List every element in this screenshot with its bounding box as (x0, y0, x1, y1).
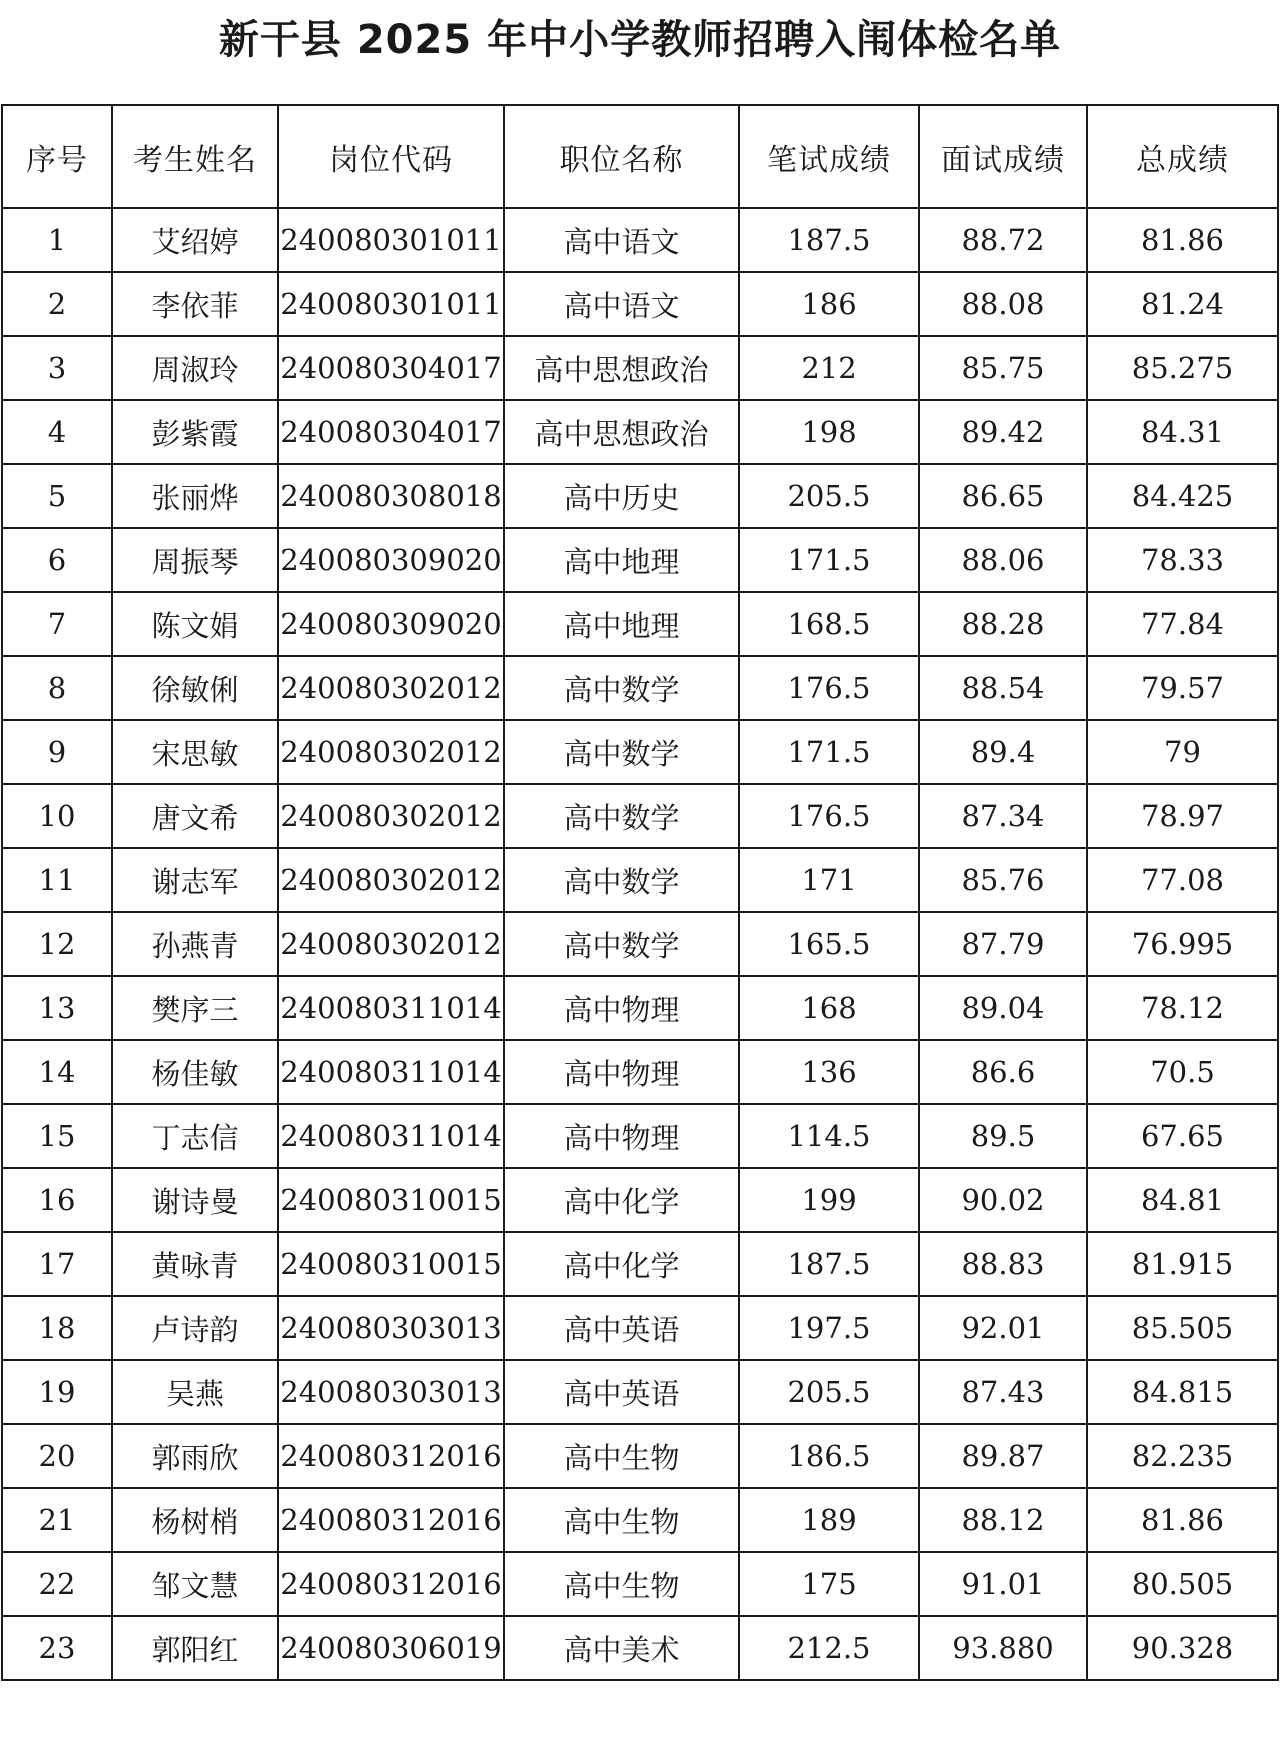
cell-post-code: 240080312016 (278, 1488, 504, 1552)
cell-total-score: 79 (1087, 720, 1278, 784)
cell-interview-score: 89.87 (919, 1424, 1087, 1488)
cell-position: 高中物理 (504, 1040, 739, 1104)
cell-written-score: 212 (739, 336, 919, 400)
table-row (2, 336, 1278, 400)
cell-position: 高中语文 (504, 208, 739, 272)
cell-interview-score: 85.75 (919, 336, 1087, 400)
cell-name: 谢志军 (112, 848, 278, 912)
header-interview-score: 面试成绩 (919, 105, 1087, 208)
cell-post-code: 240080302012 (278, 784, 504, 848)
cell-total-score: 84.81 (1087, 1168, 1278, 1232)
cell-position: 高中数学 (504, 912, 739, 976)
cell-total-score: 85.505 (1087, 1296, 1278, 1360)
cell-written-score: 114.5 (739, 1104, 919, 1168)
cell-written-score: 171.5 (739, 528, 919, 592)
cell-seq: 9 (2, 720, 112, 784)
cell-interview-score: 86.6 (919, 1040, 1087, 1104)
cell-interview-score: 88.72 (919, 208, 1087, 272)
cell-position: 高中化学 (504, 1232, 739, 1296)
cell-position: 高中数学 (504, 720, 739, 784)
cell-written-score: 187.5 (739, 1232, 919, 1296)
cell-total-score: 85.275 (1087, 336, 1278, 400)
table-row (2, 1552, 1278, 1616)
cell-position: 高中化学 (504, 1168, 739, 1232)
cell-seq: 12 (2, 912, 112, 976)
cell-interview-score: 88.54 (919, 656, 1087, 720)
cell-name: 张丽烨 (112, 464, 278, 528)
cell-written-score: 175 (739, 1552, 919, 1616)
cell-post-code: 240080301011 (278, 272, 504, 336)
cell-total-score: 67.65 (1087, 1104, 1278, 1168)
exam-roster-table (1, 104, 1279, 1681)
cell-position: 高中历史 (504, 464, 739, 528)
table-row (2, 784, 1278, 848)
cell-name: 卢诗韵 (112, 1296, 278, 1360)
table-row (2, 1616, 1278, 1680)
cell-name: 周淑玲 (112, 336, 278, 400)
cell-interview-score: 93.880 (919, 1616, 1087, 1680)
cell-written-score: 189 (739, 1488, 919, 1552)
cell-interview-score: 88.06 (919, 528, 1087, 592)
cell-written-score: 212.5 (739, 1616, 919, 1680)
cell-name: 彭紫霞 (112, 400, 278, 464)
cell-written-score: 168 (739, 976, 919, 1040)
cell-seq: 22 (2, 1552, 112, 1616)
cell-name: 李依菲 (112, 272, 278, 336)
cell-total-score: 84.815 (1087, 1360, 1278, 1424)
cell-interview-score: 88.12 (919, 1488, 1087, 1552)
cell-written-score: 136 (739, 1040, 919, 1104)
cell-seq: 8 (2, 656, 112, 720)
cell-position: 高中物理 (504, 976, 739, 1040)
cell-written-score: 187.5 (739, 208, 919, 272)
cell-interview-score: 90.02 (919, 1168, 1087, 1232)
cell-written-score: 176.5 (739, 784, 919, 848)
cell-interview-score: 86.65 (919, 464, 1087, 528)
cell-total-score: 81.24 (1087, 272, 1278, 336)
cell-position: 高中生物 (504, 1488, 739, 1552)
cell-position: 高中思想政治 (504, 400, 739, 464)
cell-name: 杨佳敏 (112, 1040, 278, 1104)
cell-seq: 10 (2, 784, 112, 848)
cell-post-code: 240080312016 (278, 1424, 504, 1488)
cell-name: 丁志信 (112, 1104, 278, 1168)
cell-seq: 21 (2, 1488, 112, 1552)
cell-post-code: 240080312016 (278, 1552, 504, 1616)
cell-interview-score: 89.04 (919, 976, 1087, 1040)
cell-position: 高中数学 (504, 848, 739, 912)
cell-position: 高中数学 (504, 784, 739, 848)
cell-position: 高中美术 (504, 1616, 739, 1680)
table-row (2, 272, 1278, 336)
cell-interview-score: 91.01 (919, 1552, 1087, 1616)
table-row (2, 464, 1278, 528)
cell-name: 郭阳红 (112, 1616, 278, 1680)
cell-seq: 3 (2, 336, 112, 400)
cell-position: 高中英语 (504, 1360, 739, 1424)
cell-post-code: 240080303013 (278, 1296, 504, 1360)
cell-name: 艾绍婷 (112, 208, 278, 272)
cell-post-code: 240080311014 (278, 1040, 504, 1104)
cell-position: 高中生物 (504, 1552, 739, 1616)
cell-written-score: 168.5 (739, 592, 919, 656)
cell-interview-score: 89.5 (919, 1104, 1087, 1168)
cell-written-score: 171.5 (739, 720, 919, 784)
table-row (2, 592, 1278, 656)
cell-name: 孙燕青 (112, 912, 278, 976)
cell-position: 高中生物 (504, 1424, 739, 1488)
cell-interview-score: 89.4 (919, 720, 1087, 784)
cell-interview-score: 88.28 (919, 592, 1087, 656)
cell-written-score: 198 (739, 400, 919, 464)
cell-post-code: 240080301011 (278, 208, 504, 272)
cell-written-score: 186.5 (739, 1424, 919, 1488)
cell-seq: 19 (2, 1360, 112, 1424)
cell-seq: 15 (2, 1104, 112, 1168)
table-row (2, 1424, 1278, 1488)
cell-interview-score: 87.43 (919, 1360, 1087, 1424)
cell-name: 唐文希 (112, 784, 278, 848)
cell-total-score: 81.86 (1087, 1488, 1278, 1552)
cell-total-score: 84.425 (1087, 464, 1278, 528)
cell-post-code: 240080303013 (278, 1360, 504, 1424)
cell-total-score: 70.5 (1087, 1040, 1278, 1104)
header-name: 考生姓名 (112, 105, 278, 208)
cell-total-score: 78.12 (1087, 976, 1278, 1040)
cell-interview-score: 87.34 (919, 784, 1087, 848)
cell-total-score: 78.97 (1087, 784, 1278, 848)
cell-written-score: 205.5 (739, 464, 919, 528)
header-total-score: 总成绩 (1087, 105, 1278, 208)
table-row (2, 848, 1278, 912)
cell-interview-score: 88.08 (919, 272, 1087, 336)
table-row (2, 1040, 1278, 1104)
table-header-row (2, 105, 1278, 208)
cell-post-code: 240080306019 (278, 1616, 504, 1680)
table-row (2, 1232, 1278, 1296)
cell-position: 高中思想政治 (504, 336, 739, 400)
cell-name: 陈文娟 (112, 592, 278, 656)
cell-position: 高中数学 (504, 656, 739, 720)
cell-position: 高中语文 (504, 272, 739, 336)
cell-total-score: 76.995 (1087, 912, 1278, 976)
cell-position: 高中英语 (504, 1296, 739, 1360)
cell-seq: 20 (2, 1424, 112, 1488)
cell-seq: 13 (2, 976, 112, 1040)
cell-position: 高中地理 (504, 592, 739, 656)
cell-interview-score: 87.79 (919, 912, 1087, 976)
header-written-score: 笔试成绩 (739, 105, 919, 208)
header-seq: 序号 (2, 105, 112, 208)
cell-written-score: 171 (739, 848, 919, 912)
table-row (2, 1296, 1278, 1360)
cell-seq: 6 (2, 528, 112, 592)
table-row (2, 912, 1278, 976)
cell-interview-score: 89.42 (919, 400, 1087, 464)
cell-post-code: 240080311014 (278, 976, 504, 1040)
cell-post-code: 240080304017 (278, 336, 504, 400)
cell-seq: 5 (2, 464, 112, 528)
cell-seq: 1 (2, 208, 112, 272)
cell-name: 吴燕 (112, 1360, 278, 1424)
cell-name: 周振琴 (112, 528, 278, 592)
cell-post-code: 240080311014 (278, 1104, 504, 1168)
table-row (2, 656, 1278, 720)
cell-post-code: 240080302012 (278, 720, 504, 784)
cell-name: 徐敏俐 (112, 656, 278, 720)
cell-total-score: 80.505 (1087, 1552, 1278, 1616)
cell-name: 宋思敏 (112, 720, 278, 784)
cell-interview-score: 85.76 (919, 848, 1087, 912)
cell-total-score: 79.57 (1087, 656, 1278, 720)
table-row (2, 1168, 1278, 1232)
cell-post-code: 240080309020 (278, 528, 504, 592)
table-row (2, 1488, 1278, 1552)
cell-name: 郭雨欣 (112, 1424, 278, 1488)
cell-total-score: 81.86 (1087, 208, 1278, 272)
cell-seq: 17 (2, 1232, 112, 1296)
header-post-code: 岗位代码 (278, 105, 504, 208)
table-row (2, 208, 1278, 272)
cell-name: 谢诗曼 (112, 1168, 278, 1232)
cell-seq: 18 (2, 1296, 112, 1360)
cell-post-code: 240080308018 (278, 464, 504, 528)
cell-total-score: 90.328 (1087, 1616, 1278, 1680)
cell-total-score: 81.915 (1087, 1232, 1278, 1296)
cell-interview-score: 88.83 (919, 1232, 1087, 1296)
cell-post-code: 240080302012 (278, 848, 504, 912)
cell-post-code: 240080310015 (278, 1232, 504, 1296)
cell-seq: 23 (2, 1616, 112, 1680)
cell-position: 高中物理 (504, 1104, 739, 1168)
cell-name: 杨树梢 (112, 1488, 278, 1552)
table-row (2, 1104, 1278, 1168)
page-title: 新干县 2025 年中小学教师招聘入闱体检名单 (218, 17, 1062, 63)
cell-seq: 16 (2, 1168, 112, 1232)
cell-total-score: 84.31 (1087, 400, 1278, 464)
cell-total-score: 78.33 (1087, 528, 1278, 592)
cell-post-code: 240080310015 (278, 1168, 504, 1232)
cell-name: 樊序三 (112, 976, 278, 1040)
cell-seq: 14 (2, 1040, 112, 1104)
cell-written-score: 176.5 (739, 656, 919, 720)
cell-post-code: 240080309020 (278, 592, 504, 656)
cell-interview-score: 92.01 (919, 1296, 1087, 1360)
cell-written-score: 186 (739, 272, 919, 336)
cell-post-code: 240080302012 (278, 912, 504, 976)
cell-written-score: 165.5 (739, 912, 919, 976)
cell-position: 高中地理 (504, 528, 739, 592)
cell-total-score: 77.84 (1087, 592, 1278, 656)
table-row (2, 400, 1278, 464)
cell-written-score: 205.5 (739, 1360, 919, 1424)
cell-total-score: 77.08 (1087, 848, 1278, 912)
cell-post-code: 240080302012 (278, 656, 504, 720)
cell-seq: 7 (2, 592, 112, 656)
cell-name: 邹文慧 (112, 1552, 278, 1616)
table-row (2, 528, 1278, 592)
cell-written-score: 199 (739, 1168, 919, 1232)
table-row (2, 720, 1278, 784)
table-row (2, 976, 1278, 1040)
cell-seq: 2 (2, 272, 112, 336)
cell-name: 黄咏青 (112, 1232, 278, 1296)
cell-seq: 4 (2, 400, 112, 464)
cell-post-code: 240080304017 (278, 400, 504, 464)
cell-total-score: 82.235 (1087, 1424, 1278, 1488)
header-position: 职位名称 (504, 105, 739, 208)
table-row (2, 1360, 1278, 1424)
cell-written-score: 197.5 (739, 1296, 919, 1360)
cell-seq: 11 (2, 848, 112, 912)
